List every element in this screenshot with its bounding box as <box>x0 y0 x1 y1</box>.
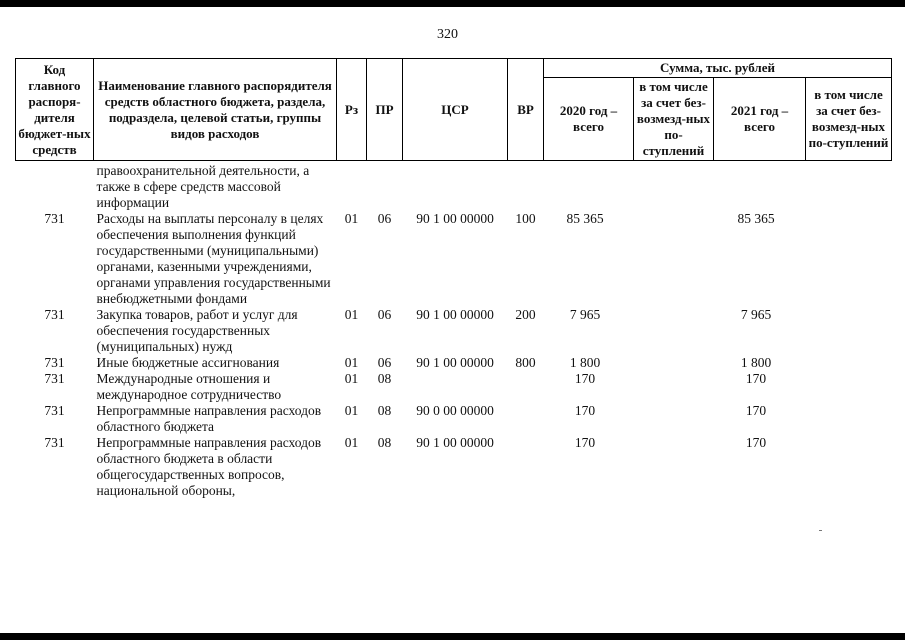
cell-2020-total: 1 800 <box>569 355 601 370</box>
table-row <box>16 161 892 212</box>
cell-2021-total <box>714 161 806 212</box>
cell-2020-total: 7 965 <box>569 307 601 322</box>
cell-pr: 08 <box>377 371 392 386</box>
cell-2020-free <box>634 371 714 403</box>
cell-2021-total: 170 <box>745 435 767 450</box>
header-sum-group: Сумма, тыс. рублей <box>544 59 892 78</box>
cell-2021-total: 170 <box>745 403 767 418</box>
cell-rz: 01 <box>344 355 359 370</box>
cell-2021-total: 85 365 <box>737 211 775 226</box>
cell-name: правоохранительной деятельности, а также в сфере средств массовой информации <box>96 163 310 210</box>
table-header <box>16 59 892 161</box>
cell-rz <box>337 161 367 212</box>
cell-rz: 01 <box>344 211 359 226</box>
header-pr: ПР <box>367 59 403 161</box>
cell-2021-total: 170 <box>745 371 767 386</box>
page-bottom-border <box>0 633 905 640</box>
cell-2020-total: 85 365 <box>566 211 604 226</box>
budget-table <box>15 58 892 499</box>
cell-vr: 200 <box>515 307 536 322</box>
cell-2021-free <box>806 355 892 371</box>
cell-2020-free <box>634 211 714 307</box>
cell-csr: 90 1 00 00000 <box>416 211 494 226</box>
cell-2021-total: 7 965 <box>740 307 772 322</box>
cell-2021-free <box>806 435 892 499</box>
cell-name: Непрограммные направления расходов областного бюджета в области общегосударственных вопросов, национальной обороны, <box>96 435 322 498</box>
cell-code: 731 <box>44 355 65 370</box>
cell-2020-free <box>634 307 714 355</box>
cell-name: Международные отношения и международное сотрудничество <box>96 371 282 402</box>
cell-2021-free <box>806 371 892 403</box>
cell-csr: 90 1 00 00000 <box>416 307 494 322</box>
cell-csr <box>403 371 508 403</box>
header-code: Код главного распоря-дителя бюджет-ных средств <box>16 59 94 161</box>
cell-code: 731 <box>44 371 65 386</box>
header-vr: ВР <box>508 59 544 161</box>
cell-2020-total: 170 <box>574 435 596 450</box>
cell-pr: 06 <box>377 211 392 226</box>
cell-2021-free <box>806 161 892 212</box>
cell-vr: 100 <box>515 211 536 226</box>
table-body <box>16 161 892 500</box>
cell-csr: 90 1 00 00000 <box>416 355 494 370</box>
cell-pr: 08 <box>377 403 392 418</box>
header-name: Наименование главного распорядителя средств областного бюджета, раздела, подраздела, целевой статьи, группы видов расходов <box>94 59 337 161</box>
table-row <box>16 403 892 435</box>
cell-pr: 06 <box>377 355 392 370</box>
page-number: 320 <box>437 27 458 42</box>
header-2020-total: 2020 год – всего <box>544 78 634 161</box>
table-row <box>16 355 892 371</box>
cell-csr: 90 1 00 00000 <box>416 435 494 450</box>
cell-rz: 01 <box>344 307 359 322</box>
header-2021-free: в том числе за счет без-возмезд-ных по-ступлений <box>806 78 892 161</box>
cell-vr <box>508 435 544 499</box>
table-row <box>16 435 892 499</box>
header-csr: ЦСР <box>403 59 508 161</box>
cell-2020-free <box>634 161 714 212</box>
cell-2020-free <box>634 355 714 371</box>
cell-2020-free <box>634 435 714 499</box>
header-2020-free: в том числе за счет без-возмезд-ных по-ступлений <box>634 78 714 161</box>
cell-name: Непрограммные направления расходов областного бюджета <box>96 403 322 434</box>
cell-2021-total: 1 800 <box>740 355 772 370</box>
cell-pr: 08 <box>377 435 392 450</box>
cell-2021-free <box>806 403 892 435</box>
cell-rz: 01 <box>344 435 359 450</box>
table-row <box>16 307 892 355</box>
cell-vr <box>508 161 544 212</box>
cell-code: 731 <box>44 307 65 322</box>
table-row <box>16 211 892 307</box>
cell-2021-free <box>806 307 892 355</box>
cell-2020-total: 170 <box>574 403 596 418</box>
cell-name: Закупка товаров, работ и услуг для обеспечения государственных (муниципальных) нужд <box>96 307 298 354</box>
cell-vr <box>508 371 544 403</box>
cell-vr: 800 <box>515 355 536 370</box>
cell-name: Иные бюджетные ассигнования <box>96 355 280 370</box>
cell-pr <box>367 161 403 212</box>
header-rz: Рз <box>337 59 367 161</box>
cell-csr <box>403 161 508 212</box>
cell-code: 731 <box>44 435 65 450</box>
header-2021-total: 2021 год – всего <box>714 78 806 161</box>
cell-rz: 01 <box>344 371 359 386</box>
table-row <box>16 371 892 403</box>
cell-vr <box>508 403 544 435</box>
page-top-border <box>0 0 905 7</box>
cell-rz: 01 <box>344 403 359 418</box>
cell-code: 731 <box>44 211 65 226</box>
cell-2020-total: 170 <box>574 371 596 386</box>
cell-code <box>16 161 94 212</box>
cell-2020-total <box>544 161 634 212</box>
cell-pr: 06 <box>377 307 392 322</box>
cell-2021-free <box>806 211 892 307</box>
cell-code: 731 <box>44 403 65 418</box>
cell-2020-free <box>634 403 714 435</box>
scan-speck <box>819 530 822 531</box>
cell-csr: 90 0 00 00000 <box>416 403 494 418</box>
cell-name: Расходы на выплаты персоналу в целях обеспечения выполнения функций государственными (муниципальными) органами, казенными учреждениями, органами управления государственными внебюджетными фондами <box>96 211 331 306</box>
